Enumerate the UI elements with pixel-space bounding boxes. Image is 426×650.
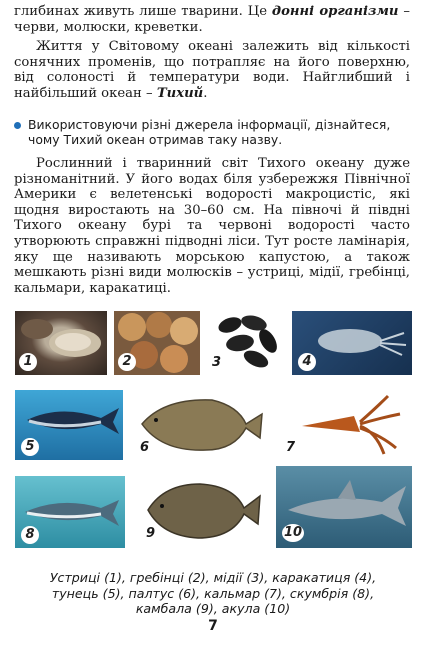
scallops-photo	[114, 311, 200, 375]
squid-shape	[284, 388, 412, 460]
image-number-7: 7	[286, 440, 296, 455]
caption-line-1: Устриці (1), гребінці (2), мідії (3), каракатиця (4),	[49, 570, 377, 585]
image-number-3: 3	[212, 355, 222, 370]
image-number-6: 6	[140, 440, 150, 455]
paragraph-1-text-end: – черви, молюски, креветки.	[14, 4, 410, 35]
mussels-photo	[206, 311, 284, 375]
research-question-text: Використовуючи різні джерела інформації, дізнайтеся, чому Тихий океан отримав таку назву.	[28, 117, 391, 147]
image-number-5: 5	[21, 438, 39, 456]
image-number-10: 10	[283, 525, 303, 540]
shark-photo	[276, 466, 412, 548]
halibut-photo	[134, 392, 266, 460]
mackerel-photo	[15, 476, 125, 548]
paragraph-1	[14, 4, 410, 35]
image-number-4: 4	[298, 353, 316, 371]
halibut-shape	[134, 392, 266, 460]
image-number-1: 1	[19, 353, 37, 371]
paragraph-3: Рослинний і тваринний світ Тихого океану дуже різноманітний. У його водах біля узбережжя Північної Америки є велетенські водорості макроцистіс, які щодня виростають на 30–60 см. На півночі й півдні Тихого океану бурі та червоні водорості часто утворюють справжні підводні ліси. Тут росте ламінарія, яку ще називають морською капустою, а також мешкають різні види молюсків – устриці, мідії, гребінці, кальмари, каракатиці.	[14, 156, 410, 296]
caption-line-3: камбала (9), акула (10)	[135, 601, 291, 616]
paragraph-1-text: глибинах живуть лише тварини. Це	[14, 4, 272, 19]
paragraph-2	[14, 39, 410, 101]
cuttlefish-photo	[292, 311, 412, 375]
squid-photo	[284, 388, 412, 460]
caption-line-2: тунець (5), палтус (6), кальмар (7), скумбрія (8),	[51, 585, 375, 601]
image-number-2: 2	[118, 353, 136, 371]
term-bottom-organisms: донні організми	[271, 4, 399, 19]
term-pacific: Тихий	[156, 85, 204, 101]
figure-caption	[20, 570, 406, 617]
paragraph-2-text-end: .	[203, 85, 208, 101]
image-number-8: 8	[21, 526, 39, 544]
page-number: 7	[208, 618, 218, 634]
flounder-photo	[140, 476, 264, 548]
tuna-photo	[15, 390, 123, 460]
oysters-photo	[15, 311, 107, 375]
image-number-9: 9	[146, 526, 156, 541]
bullet-icon	[14, 122, 21, 129]
paragraph-2-text: Життя у Світовому океані залежить від кількості сонячних променів, що потрапляє на його поверхню, від солоності й температури води. Найглибший і найбільший океан –	[14, 39, 410, 101]
flounder-shape	[140, 476, 264, 548]
research-question	[14, 117, 410, 147]
